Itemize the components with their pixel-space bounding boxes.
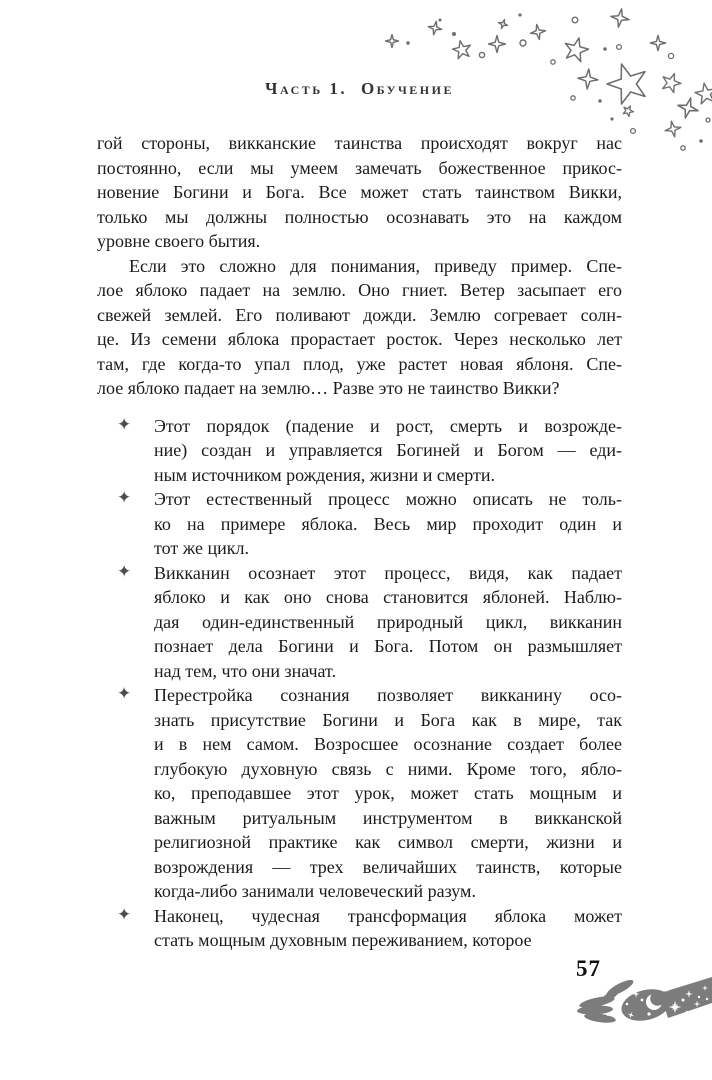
part-label: Часть 1.	[265, 79, 348, 98]
text-line: над тем, что они значат.	[154, 660, 337, 681]
text-line: лое яблоко падает на землю… Разве это не таинство Викки?	[97, 378, 560, 398]
list-item	[97, 414, 622, 488]
text-line: Если это сложно для понимания, приведу пример. Спе-	[129, 255, 622, 276]
sparkle-bullet-icon: ✦	[117, 561, 132, 582]
text-line: религиозной практике как символ смерти, жизни и	[154, 832, 622, 852]
paragraph	[97, 254, 622, 401]
list-item	[97, 904, 622, 953]
text-line: свежей землей. Его поливают дожди. Землю согревает солн-	[97, 304, 622, 325]
sparkle-bullet-icon: ✦	[117, 488, 132, 508]
list-item	[97, 683, 622, 904]
text-line: знать присутствие Богини и Бога как в мире, так	[154, 709, 622, 730]
text-line: когда-либо занимали человеческий разум.	[154, 881, 476, 901]
text-line: ко на примере яблока. Весь мир проходит один и	[154, 513, 622, 534]
sparkle-bullet-icon: ✦	[117, 904, 132, 925]
text-line: глубокую духовную связь с ними. Кроме того, ябло-	[154, 758, 622, 779]
running-header	[97, 79, 622, 99]
text-line: стать мощным духовным переживанием, которое	[154, 930, 532, 950]
text-line: тот же цикл.	[154, 538, 249, 558]
text-line: ным источником рождения, жизни и смерти.	[154, 464, 495, 485]
celestial-hand-illustration	[570, 973, 712, 1035]
text-line: дая один-единственный природный цикл, викканин	[154, 611, 622, 632]
sparkle-bullet-icon: ✦	[117, 414, 132, 435]
text-block	[97, 131, 622, 953]
text-line: уровне своего бытия.	[97, 231, 261, 251]
text-line: Наконец, чудесная трансформация яблока может	[154, 905, 622, 926]
sparkle-bullet-icon: ✦	[117, 684, 132, 704]
text-line: лое яблоко падает на землю. Оно гниет. Ветер засыпает его	[97, 280, 622, 300]
text-line: там, где когда-то упал плод, уже растет новая яблоня. Спе-	[97, 353, 622, 374]
text-line: новение Богини и Бога. Все может стать таинством Викки,	[97, 182, 622, 202]
list-item	[97, 561, 622, 684]
text-line: це. Из семени яблока прорастает росток. Через несколько лет	[97, 329, 622, 349]
text-line: важным ритуальным инструментом в викканской	[154, 807, 622, 828]
text-line: Этот естественный процесс можно описать не толь-	[154, 489, 622, 509]
text-line: Этот порядок (падение и рост, смерть и возрожде-	[154, 415, 622, 436]
text-line: яблоко и как оно снова становится яблоней. Наблю-	[154, 587, 622, 607]
text-line: Перестройка сознания позволяет викканину осо-	[154, 685, 622, 705]
text-line: только мы должны полностью осознавать это на каждом	[97, 206, 622, 227]
text-line: постоянно, если мы умеем замечать божественное прикос-	[97, 157, 622, 178]
part-title: Обучение	[360, 79, 454, 98]
text-line: возрождения — трех величайших таинств, которые	[154, 856, 622, 877]
text-line: гой стороны, викканские таинства происходят вокруг нас	[97, 133, 622, 153]
text-line: и в нем самом. Возросшее осознание создает более	[154, 734, 622, 754]
paragraph	[97, 131, 622, 254]
text-line: ние) создан и управляется Богиней и Богом — еди-	[154, 440, 622, 460]
bullet-list	[97, 414, 622, 953]
text-line: ко, преподавшее этот урок, может стать мощным и	[154, 783, 622, 803]
text-line: познает дела Богини и Бога. Потом он размышляет	[154, 636, 622, 656]
text-line: Викканин осознает этот процесс, видя, как падает	[154, 562, 622, 583]
page-number: 57	[576, 956, 601, 981]
list-item	[97, 487, 622, 561]
